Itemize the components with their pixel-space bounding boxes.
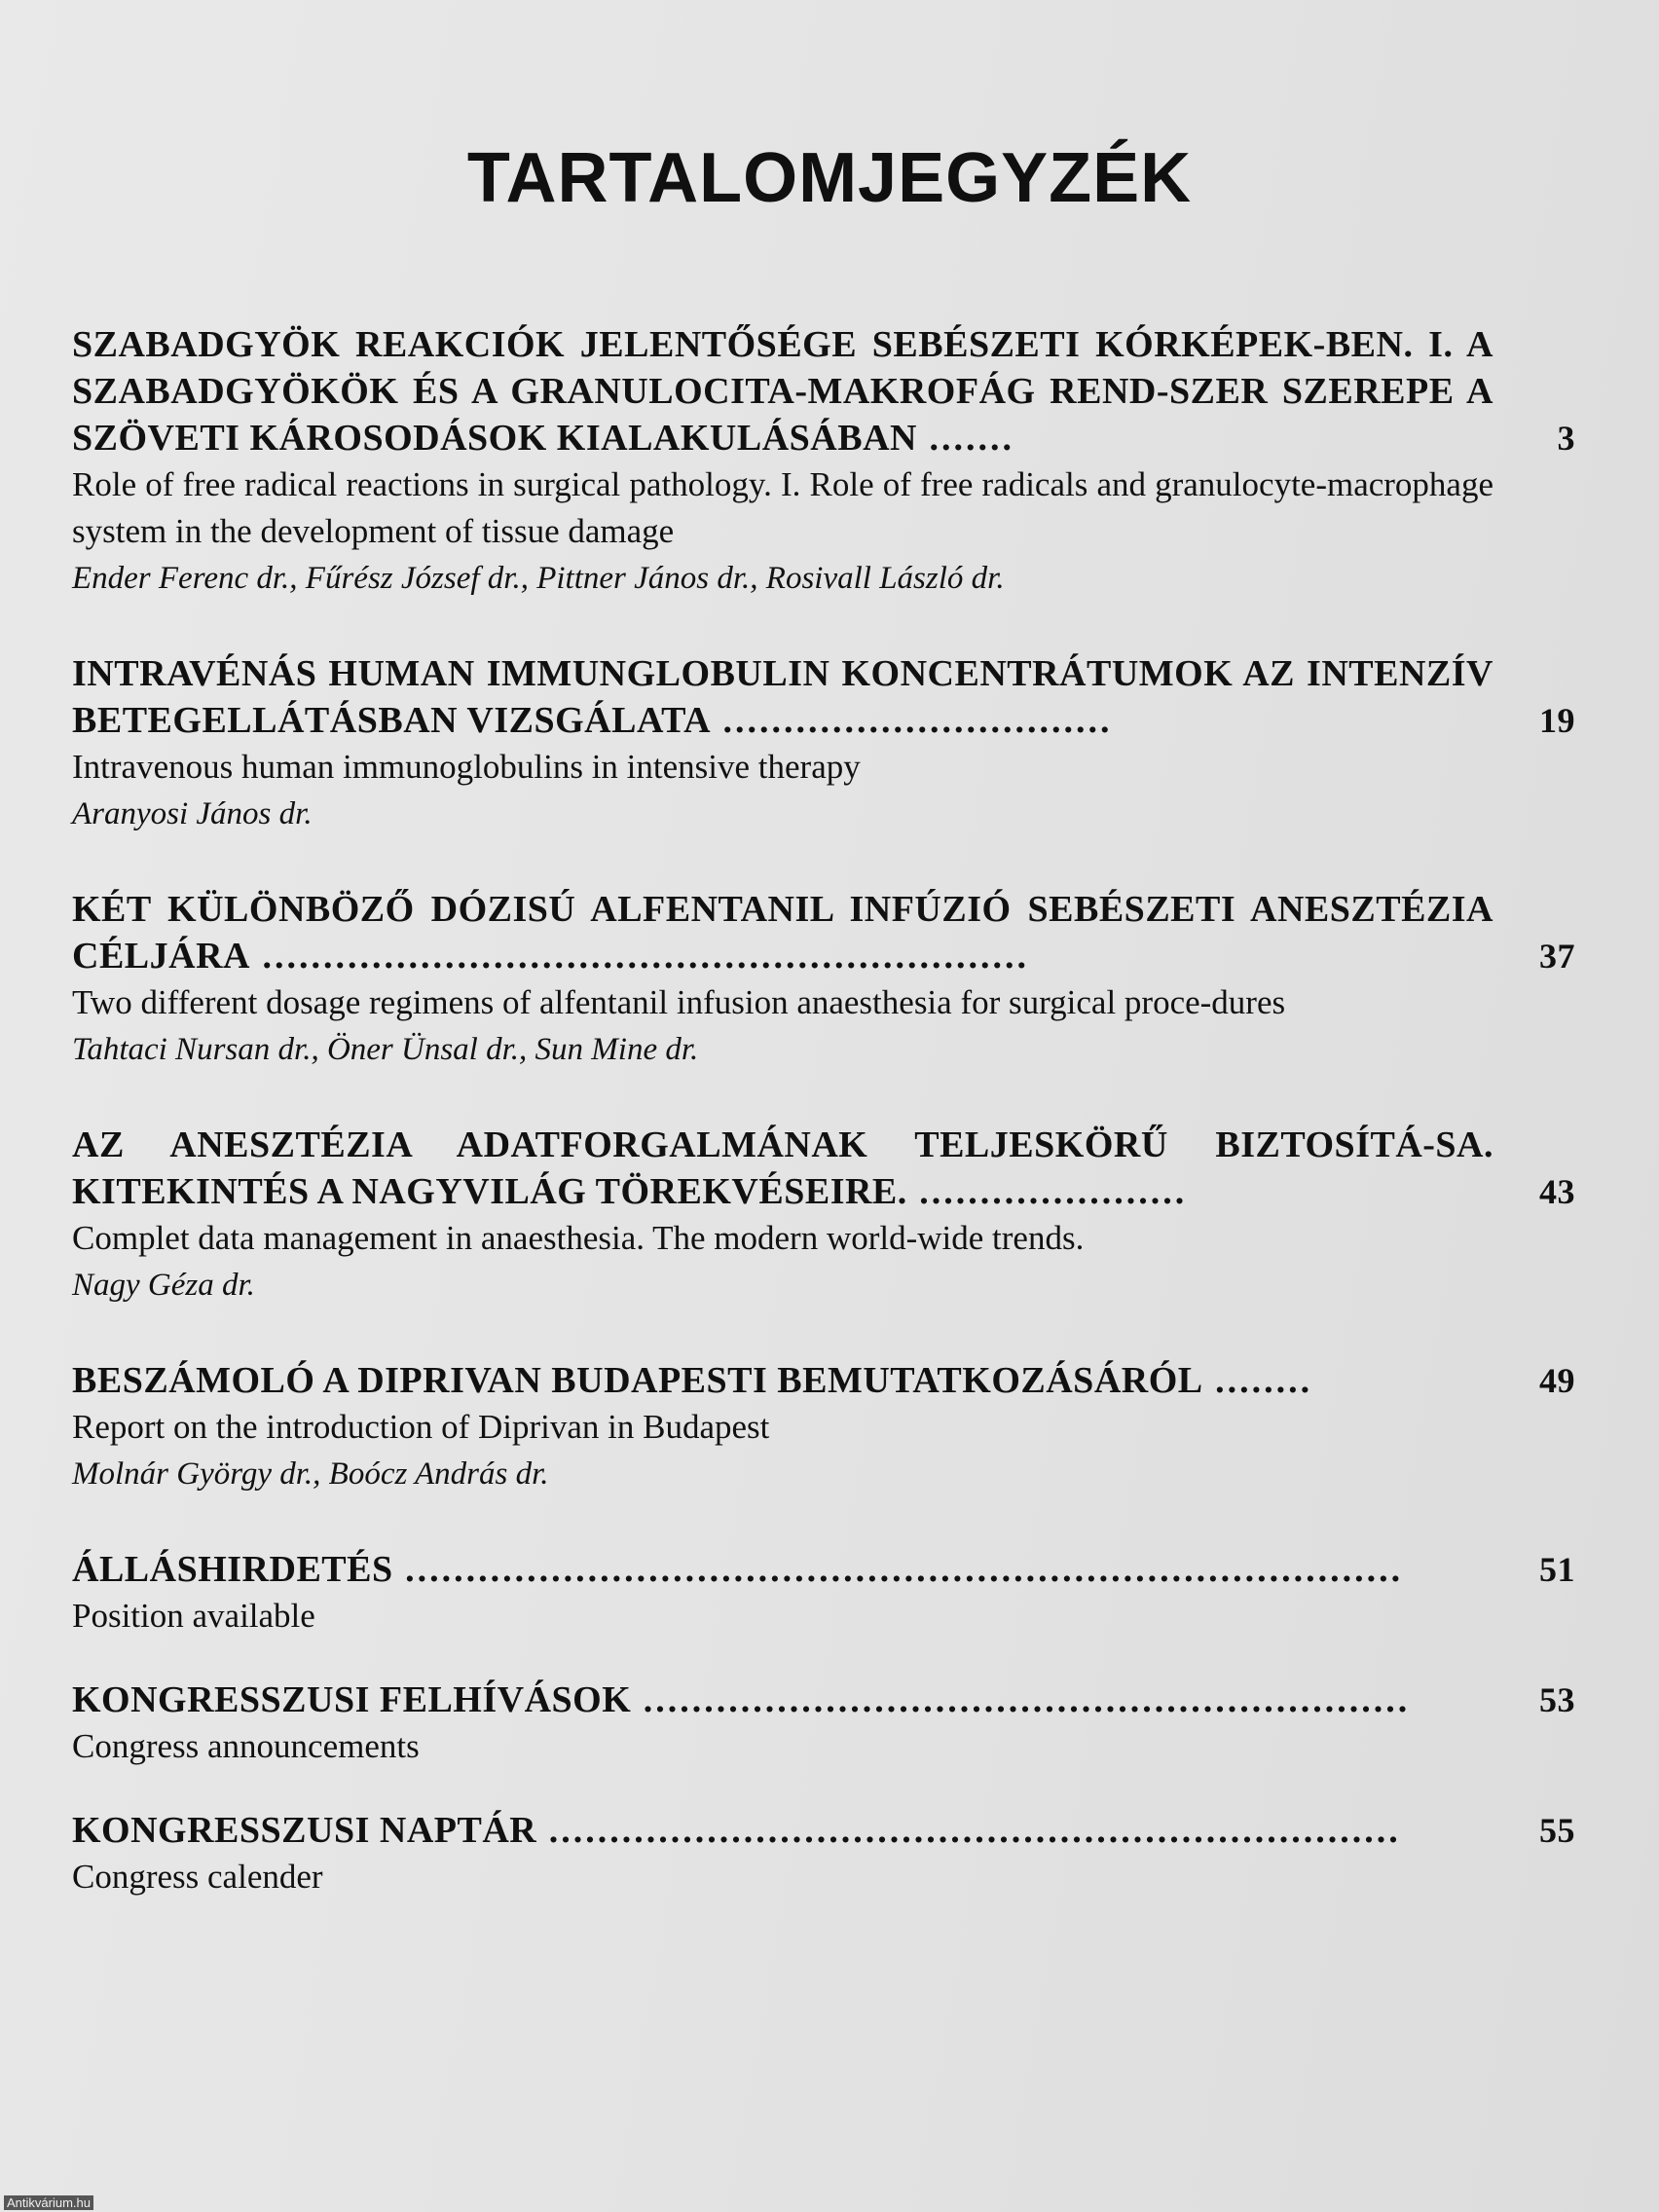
entry-headline[interactable]: KÉT KÜLÖNBÖZŐ DÓZISÚ ALFENTANIL INFÚZIÓ SEBÉSZETI ANESZTÉZIA CÉLJÁRA (72, 889, 1493, 977)
dot-leader: ...................................................................... (536, 1810, 1401, 1851)
entry-headline[interactable]: BESZÁMOLÓ A DIPRIVAN BUDAPESTI BEMUTATKOZÁSÁRÓL (72, 1360, 1203, 1401)
entry-authors: Tahtaci Nursan dr., Öner Ünsal dr., Sun Mine dr. (72, 1032, 699, 1067)
dot-leader: ...................... (906, 1171, 1188, 1212)
table-of-contents (72, 321, 1575, 1949)
dot-leader: .................................................................................. (392, 1549, 1404, 1590)
entry-headline[interactable]: KONGRESSZUSI FELHÍVÁSOK (72, 1679, 632, 1720)
toc-entry-5 (72, 1357, 1575, 1497)
page-number: 53 (1539, 1680, 1575, 1719)
entry-english-title: Congress calender (72, 1858, 323, 1896)
toc-entry-7 (72, 1677, 1575, 1770)
page-number: 3 (1557, 419, 1575, 458)
entry-english-title: Two different dosage regimens of alfentanil infusion anaesthesia for surgical proce-dures (72, 983, 1286, 1021)
entry-english-title: Report on the introduction of Diprivan in Budapest (72, 1408, 770, 1446)
entry-authors: Aranyosi János dr. (72, 796, 313, 831)
entry-headline[interactable]: KONGRESSZUSI NAPTÁR (72, 1810, 537, 1851)
toc-entry-4 (72, 1122, 1575, 1309)
entry-authors: Ender Ferenc dr., Fűrész József dr., Pittner János dr., Rosivall László dr. (72, 561, 1005, 596)
dot-leader: ........ (1202, 1360, 1313, 1401)
page-number: 37 (1539, 937, 1575, 976)
page-number: 49 (1539, 1361, 1575, 1400)
entry-english-title: Intravenous human immunoglobulins in intensive therapy (72, 748, 861, 786)
page-number: 51 (1539, 1550, 1575, 1589)
watermark: Antikvárium.hu (4, 2195, 93, 2210)
entry-english-title: Position available (72, 1597, 315, 1635)
dot-leader: ....... (916, 418, 1014, 459)
entry-authors: Molnár György dr., Boócz András dr. (72, 1456, 549, 1492)
dot-leader: ............................................................... (249, 936, 1029, 977)
entry-headline[interactable]: INTRAVÉNÁS HUMAN IMMUNGLOBULIN KONCENTRÁTUMOK AZ INTENZÍV BETEGELLÁTÁSBAN VIZSGÁLATA (72, 653, 1493, 741)
entry-headline[interactable]: ÁLLÁSHIRDETÉS (72, 1549, 393, 1590)
dot-leader: ................................ (711, 700, 1113, 741)
page-number: 19 (1539, 701, 1575, 740)
page-number: 43 (1539, 1172, 1575, 1211)
toc-entry-2 (72, 650, 1575, 837)
entry-authors: Nagy Géza dr. (72, 1268, 255, 1303)
toc-entry-3 (72, 886, 1575, 1073)
entry-english-title: Role of free radical reactions in surgical pathology. I. Role of free radicals and granulocyte-macrophage system in the development of tissue damage (72, 465, 1493, 550)
entry-english-title: Complet data management in anaesthesia. The modern world-wide trends. (72, 1219, 1085, 1257)
toc-entry-1 (72, 321, 1575, 602)
entry-headline[interactable]: SZABADGYÖK REAKCIÓK JELENTŐSÉGE SEBÉSZETI KÓRKÉPEK-BEN. I. A SZABADGYÖKÖK ÉS A GRANULOCITA-MAKROFÁG REND-SZER SZEREPE A SZÖVETI KÁROSODÁSOK KIALAKULÁSÁBAN (72, 324, 1493, 459)
toc-entry-6 (72, 1546, 1575, 1640)
page-title: TARTALOMJEGYZÉK (466, 139, 1193, 217)
entry-english-title: Congress announcements (72, 1727, 420, 1765)
page-number: 55 (1539, 1811, 1575, 1850)
entry-headline[interactable]: AZ ANESZTÉZIA ADATFORGALMÁNAK TELJESKÖRŰ BIZTOSÍTÁ-SA. KITEKINTÉS A NAGYVILÁG TÖREKVÉSEIRE. (72, 1124, 1493, 1212)
dot-leader: ............................................................... (631, 1679, 1411, 1720)
toc-entry-8 (72, 1807, 1575, 1900)
